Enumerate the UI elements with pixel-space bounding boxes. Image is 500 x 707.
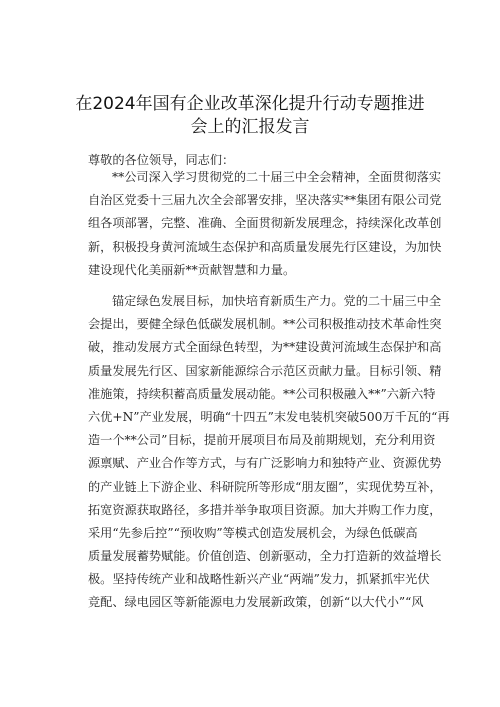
paragraph-2 bbox=[88, 290, 450, 615]
paragraph-line: 六优+N”产业发展，明确“十四五”末发电装机突破500万千瓦的“再 bbox=[88, 409, 450, 424]
paragraph-line: 拓宽资源获取路径，多措并举争取项目资源。加大并购工作力度， bbox=[88, 502, 442, 517]
paragraph-line: 组各项部署，完整、准确、全面贯彻新发展理念，持续深化改革创 bbox=[88, 216, 442, 231]
paragraph-line: 新，积极投身黄河流域生态保护和高质量发展先行区建设，为加快 bbox=[88, 239, 442, 254]
paragraph-line: 造一个**公司”目标，提前开展项目布局及前期规划，充分利用资 bbox=[88, 433, 436, 448]
paragraph-1 bbox=[88, 166, 442, 282]
document-title-line-1: 在2024年国有企业改革深化提升行动专题推进 bbox=[75, 94, 425, 114]
paragraph-line: 准施策，持续积蓄高质量发展动能。**公司积极融入**”六新六特 bbox=[88, 386, 436, 401]
paragraph-line: 破，推动发展方式全面绿色转型，为**建设黄河流域生态保护和高 bbox=[88, 340, 442, 355]
paragraph-line: **公司深入学习贯彻党的二十届三中全会精神，全面贯彻落实 bbox=[112, 170, 442, 184]
paragraph-line: 极。坚持传统产业和战略性新兴产业“两端”发力，抓紧抓牢光伏 bbox=[88, 572, 430, 587]
paragraph-line: 竞配、绿电园区等新能源电力发展新政策，创新“以大代小”“风 bbox=[88, 595, 424, 610]
paragraph-line: 会提出，要健全绿色低碳发展机制。**公司积极推动技术革命性突 bbox=[88, 317, 442, 332]
paragraph-line: 源禀赋、产业合作等方式，与有广泛影响力和独特产业、资源优势 bbox=[88, 456, 442, 471]
paragraph-line: 采用“先参后控”“预收购”等模式创造发展机会，为绿色低碳高 bbox=[88, 525, 418, 540]
paragraph-line: 质量发展先行区、国家新能源综合示范区贡献力量。目标引领、精 bbox=[88, 363, 442, 378]
salutation: 尊敬的各位领导，同志们： bbox=[88, 153, 235, 167]
paragraph-line: 质量发展蓄势赋能。价值创造、创新驱动，全力打造新的效益增长 bbox=[88, 549, 442, 564]
paragraph-line: 锚定绿色发展目标，加快培育新质生产力。党的二十届三中全 bbox=[112, 294, 442, 308]
paragraph-line: 的产业链上下游企业、科研院所等形成“朋友圈”，实现优势互补， bbox=[88, 479, 442, 494]
document-title-line-2: 会上的汇报发言 bbox=[190, 117, 310, 137]
paragraph-line: 自治区党委十三届九次全会部署安排，坚决落实**集团有限公司党 bbox=[88, 193, 442, 208]
paragraph-line: 建设现代化美丽新**贡献智慧和力量。 bbox=[88, 262, 296, 277]
